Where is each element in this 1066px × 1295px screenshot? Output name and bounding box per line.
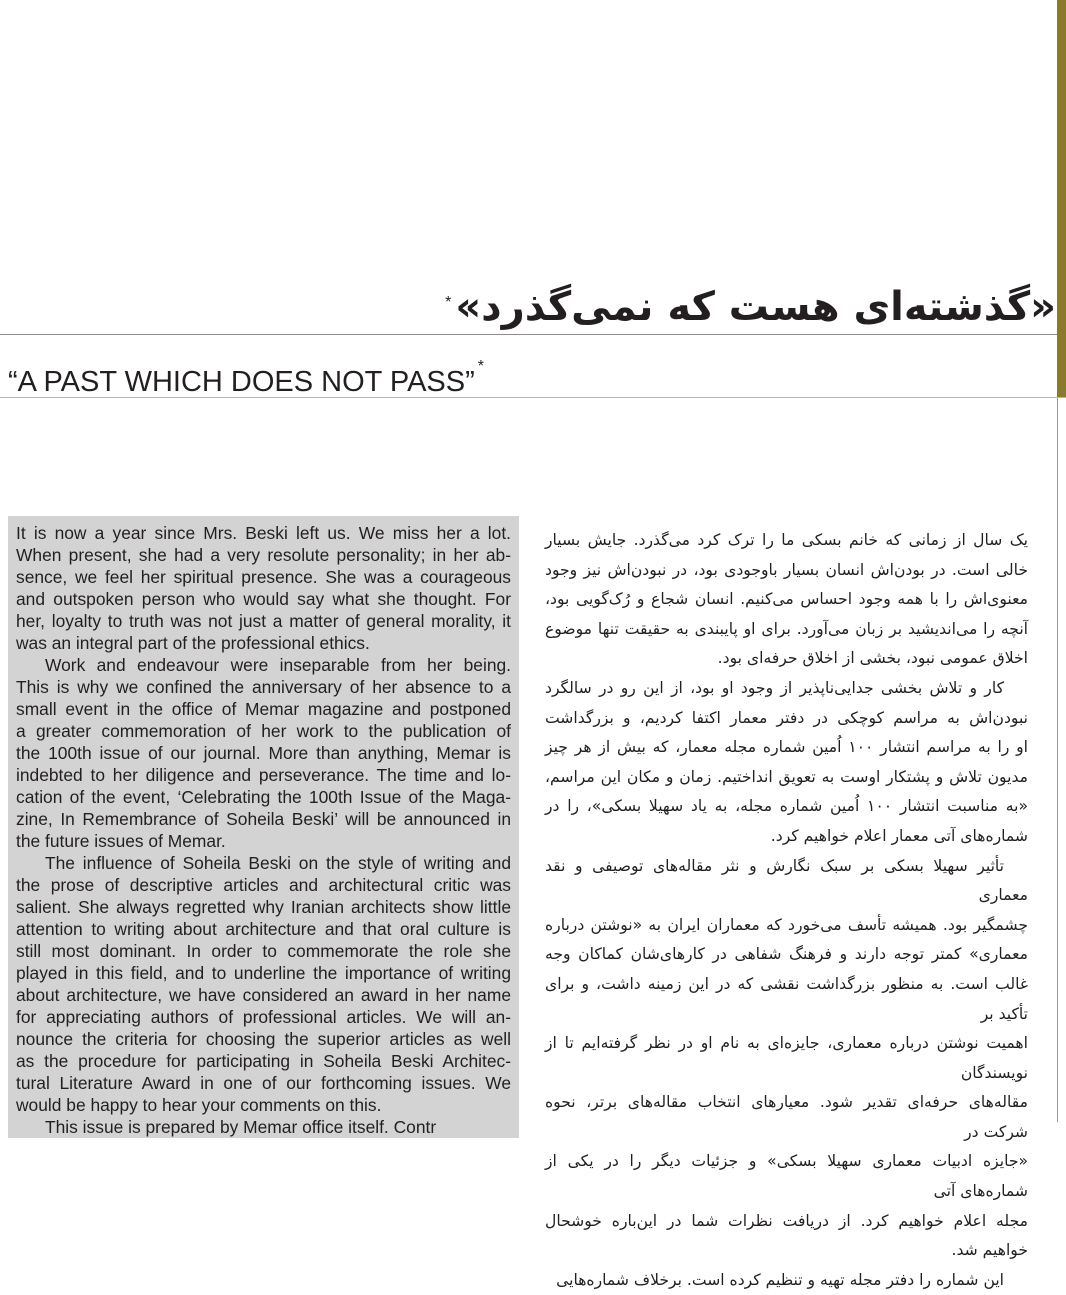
text-line: This is why we confined the anniversary of her absence to a	[16, 677, 511, 697]
text-line: This issue is prepared by Memar office itself. Contr	[45, 1117, 437, 1137]
text-line: یک سال از زمانی که خانم بسکی ما را ترک کرد می‌گذرد. جایش بسیار	[545, 531, 1028, 549]
text-line: for appreciating authors of professional articles. We will an-	[16, 1007, 511, 1027]
column-rule	[1057, 397, 1058, 1122]
english-text-box	[8, 516, 519, 1138]
text-line: شماره‌های آتی معمار اعلام خواهیم کرد.	[770, 826, 1028, 845]
text-line: would be happy to hear your comments on this.	[16, 1095, 382, 1115]
text-line: اخلاق عمومی نبود، بخشی از اخلاق حرفه‌ای بود.	[717, 649, 1028, 668]
paragraph	[545, 852, 1028, 1266]
english-title-footnote-mark: *	[477, 358, 484, 375]
text-line: and outspoken person who would say what she thought. For	[16, 589, 511, 609]
text-line: او را به مراسم انتشار ۱۰۰ اُمین شماره مجله معمار، که بیش از هر چیز	[545, 738, 1029, 757]
persian-title: «گذشته‌ای هست که نمی‌گذرد»	[455, 284, 1056, 330]
text-line: چشمگیر بود. همیشه تأسف می‌خورد که معماران ایران به «نوشتن درباره	[545, 915, 1028, 934]
paragraph	[545, 1266, 1028, 1295]
text-line: about architecture, we have considered an award in her name	[16, 985, 511, 1005]
accent-bar	[1057, 0, 1066, 397]
text-line: attention to writing about architecture and that oral culture is	[16, 919, 511, 939]
text-line: The influence of Soheila Beski on the style of writing and	[45, 853, 511, 873]
text-line: nounce the criteria for choosing the superior articles as well	[16, 1029, 511, 1049]
english-title: “A PAST WHICH DOES NOT PASS”	[8, 366, 475, 398]
text-line: نبودن‌اش به مراسم کوچکی در دفتر معمار اکتفا کردیم، و بزرگداشت	[545, 708, 1028, 727]
text-line: was an integral part of the professional ethics.	[16, 633, 370, 653]
text-line: معنوی‌اش را با همه وجود احساس می‌کنیم. انسان شجاع و رُک‌گویی بود،	[545, 590, 1028, 609]
text-line: her, loyalty to truth was not just a matter of general morality, it	[16, 611, 511, 631]
text-line: indebted to her diligence and perseverance. The time and lo-	[16, 765, 511, 785]
text-line: اهمیت نوشتن درباره معماری، جایزه‌ای به نام او در نظر گرفته‌ایم تا از نویسندگان	[545, 1034, 1028, 1082]
text-line: zine, In Remembrance of Soheila Beski’ will be announced in	[16, 809, 511, 829]
text-line: cation of the event, ‘Celebrating the 100th Issue of the Maga-	[16, 787, 511, 807]
persian-heading	[445, 284, 1056, 330]
paragraph	[16, 654, 511, 852]
text-line: the future issues of Memar.	[16, 831, 226, 851]
text-line: تأثیر سهیلا بسکی بر سبک نگارش و نثر مقاله‌های توصیفی و نقد معماری	[545, 856, 1028, 905]
paragraph	[16, 1116, 511, 1138]
text-line: the prose of descriptive articles and architectural critic was	[16, 875, 511, 895]
paragraph	[16, 522, 511, 654]
text-line: مقاله‌های حرفه‌ای تقدیر شود. معیارهای انتخاب مقاله‌های برتر، نحوه شرکت در	[545, 1093, 1028, 1141]
text-line: tural Literature Award in one of our forthcoming issues. We	[16, 1073, 511, 1093]
text-line: کار و تلاش بخشی جدایی‌ناپذیر از وجود او بود، از این رو در سالگرد	[545, 678, 1004, 697]
text-line: این شماره را دفتر مجله تهیه و تنظیم کرده است. برخلاف شماره‌هایی	[556, 1270, 1004, 1289]
text-line: played in this field, and to underline the importance of writing	[16, 963, 511, 983]
text-line: معماری» کمتر توجه دارند و فرهنگ شفاهی در کارهای‌شان کماکان وجه	[545, 945, 1028, 964]
paragraph	[545, 674, 1028, 852]
text-line: مدیون تلاش و پشتکار اوست به تعویق انداختیم. زمان و مکان این مراسم،	[545, 767, 1028, 786]
text-line: When present, she had a very resolute personality; in her ab-	[16, 545, 511, 565]
persian-title-footnote-mark: *	[445, 294, 452, 311]
persian-text-column	[545, 526, 1028, 1295]
text-line: «به مناسبت انتشار ۱۰۰ اُمین شماره مجله، به یاد سهیلا بسکی»، را در	[545, 797, 1028, 816]
text-line: آنچه را می‌اندیشید بر زبان می‌آورد. برای او پایبندی به حقیقت تنها موضوع	[545, 619, 1028, 638]
paragraph	[16, 852, 511, 1116]
text-line: «جایزه ادبیات معماری سهیلا بسکی» و جزئیات دیگر را در یکی از شماره‌های آتی	[545, 1152, 1028, 1201]
paragraph	[545, 526, 1028, 674]
text-line: مجله اعلام خواهیم کرد. از دریافت نظرات شما در این‌باره خوشحال خواهیم شد.	[545, 1211, 1028, 1260]
text-line: still most dominant. In order to commemorate the role she	[16, 941, 511, 961]
text-line: خالی است. در بودن‌اش انسان بسیار باوجودی بود، در نبودن‌اش نیز وجود	[545, 560, 1028, 579]
text-line: غالب است. به منظور بزرگداشت نقشی که در این زمینه داشت، و برای تأکید بر	[545, 974, 1028, 1023]
text-line: small event in the office of Memar magazine and postponed	[16, 699, 511, 719]
text-line: It is now a year since Mrs. Beski left us. We miss her a lot.	[16, 523, 511, 543]
text-line: as the procedure for participating in Soheila Beski Architec-	[16, 1051, 511, 1071]
text-line: Work and endeavour were inseparable from her being.	[45, 655, 511, 675]
text-line: a greater commemoration of her work to the publication of	[16, 721, 511, 741]
english-heading	[8, 358, 484, 399]
title-rule-top	[0, 334, 1057, 335]
text-line: the 100th issue of our journal. More than anything, Memar is	[16, 743, 511, 763]
text-line: sence, we feel her spiritual presence. She was a courageous	[16, 567, 511, 587]
text-line: salient. She always regretted why Iranian architects show little	[16, 897, 511, 917]
